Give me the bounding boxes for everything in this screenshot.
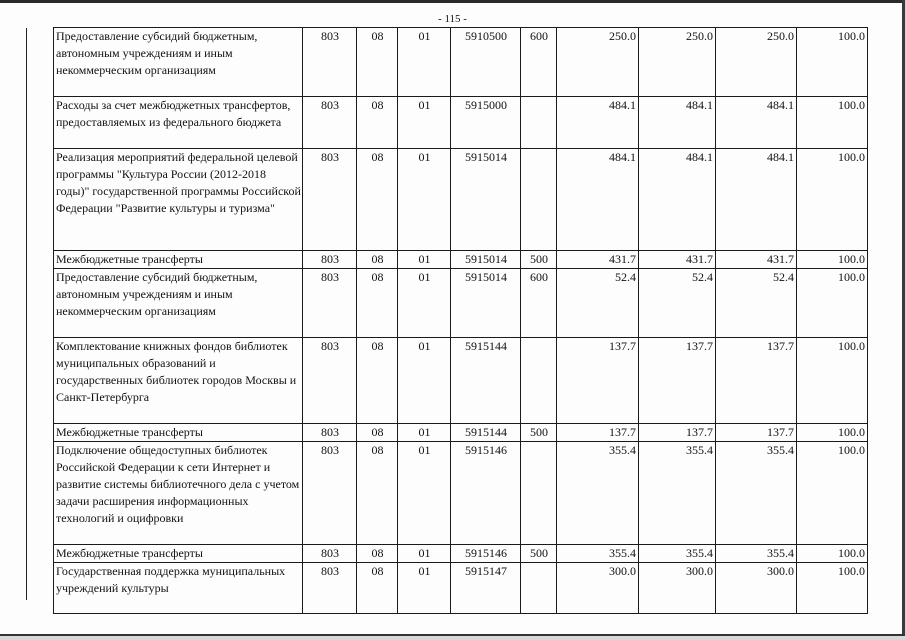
row-target-code: 5915144 xyxy=(451,338,521,424)
row-ministry-code: 803 xyxy=(303,149,357,251)
row-name: Межбюджетные трансферты xyxy=(54,545,303,563)
page-number: - 115 - xyxy=(438,13,467,25)
row-target-code: 5915000 xyxy=(451,97,521,149)
scan-bottom-edge xyxy=(0,634,905,640)
row-section-code: 08 xyxy=(357,563,398,614)
row-name: Предоставление субсидий бюджетным, автономным учреждениям и иным некоммерческим организациям xyxy=(54,28,303,97)
row-subsection-code: 01 xyxy=(398,442,451,545)
row-revised-amount: 484.1 xyxy=(639,97,716,149)
row-name: Реализация мероприятий федеральной целевой программы "Культура России (2012-2018 годы)" государственной программы Российской Федерации "Развитие культуры и туризма" xyxy=(54,149,303,251)
row-name: Межбюджетные трансферты xyxy=(54,424,303,442)
row-expense-type xyxy=(521,338,557,424)
row-execution-percent: 100.0 xyxy=(797,149,868,251)
row-ministry-code: 803 xyxy=(303,338,357,424)
row-executed-amount: 52.4 xyxy=(716,269,797,338)
row-expense-type xyxy=(521,563,557,614)
row-expense-type xyxy=(521,149,557,251)
row-execution-percent: 100.0 xyxy=(797,545,868,563)
row-section-code: 08 xyxy=(357,338,398,424)
row-ministry-code: 803 xyxy=(303,269,357,338)
row-expense-type xyxy=(521,97,557,149)
row-executed-amount: 355.4 xyxy=(716,545,797,563)
table-row xyxy=(54,545,868,563)
table-row xyxy=(54,28,868,97)
row-approved-amount: 355.4 xyxy=(557,545,639,563)
table-row xyxy=(54,424,868,442)
table-row xyxy=(54,442,868,545)
row-revised-amount: 250.0 xyxy=(639,28,716,97)
row-revised-amount: 431.7 xyxy=(639,251,716,269)
row-revised-amount: 355.4 xyxy=(639,545,716,563)
row-target-code: 5915014 xyxy=(451,269,521,338)
row-target-code: 5915144 xyxy=(451,424,521,442)
row-execution-percent: 100.0 xyxy=(797,338,868,424)
table-row xyxy=(54,563,868,614)
row-target-code: 5910500 xyxy=(451,28,521,97)
row-name: Предоставление субсидий бюджетным, автономным учреждениям и иным некоммерческим организациям xyxy=(54,269,303,338)
row-section-code: 08 xyxy=(357,442,398,545)
row-revised-amount: 484.1 xyxy=(639,149,716,251)
row-revised-amount: 300.0 xyxy=(639,563,716,614)
row-execution-percent: 100.0 xyxy=(797,269,868,338)
row-executed-amount: 484.1 xyxy=(716,97,797,149)
table-row xyxy=(54,269,868,338)
row-execution-percent: 100.0 xyxy=(797,251,868,269)
budget-table xyxy=(53,27,868,614)
row-revised-amount: 52.4 xyxy=(639,269,716,338)
row-approved-amount: 250.0 xyxy=(557,28,639,97)
row-ministry-code: 803 xyxy=(303,424,357,442)
row-subsection-code: 01 xyxy=(398,424,451,442)
row-target-code: 5915146 xyxy=(451,442,521,545)
row-section-code: 08 xyxy=(357,28,398,97)
row-section-code: 08 xyxy=(357,545,398,563)
row-section-code: 08 xyxy=(357,251,398,269)
row-section-code: 08 xyxy=(357,149,398,251)
row-name: Подключение общедоступных библиотек Российской Федерации к сети Интернет и развитие системы библиотечного дела с учетом задачи расширения информационных технологий и оцифровки xyxy=(54,442,303,545)
table-row xyxy=(54,338,868,424)
row-name: Межбюджетные трансферты xyxy=(54,251,303,269)
row-approved-amount: 484.1 xyxy=(557,149,639,251)
row-revised-amount: 355.4 xyxy=(639,442,716,545)
row-expense-type: 600 xyxy=(521,28,557,97)
row-executed-amount: 137.7 xyxy=(716,424,797,442)
row-revised-amount: 137.7 xyxy=(639,338,716,424)
row-expense-type: 500 xyxy=(521,545,557,563)
row-ministry-code: 803 xyxy=(303,545,357,563)
row-subsection-code: 01 xyxy=(398,338,451,424)
row-revised-amount: 137.7 xyxy=(639,424,716,442)
row-subsection-code: 01 xyxy=(398,545,451,563)
scan-top-edge xyxy=(0,0,905,3)
row-approved-amount: 484.1 xyxy=(557,97,639,149)
row-executed-amount: 484.1 xyxy=(716,149,797,251)
row-target-code: 5915014 xyxy=(451,251,521,269)
row-executed-amount: 137.7 xyxy=(716,338,797,424)
row-approved-amount: 431.7 xyxy=(557,251,639,269)
row-ministry-code: 803 xyxy=(303,563,357,614)
row-approved-amount: 137.7 xyxy=(557,424,639,442)
row-subsection-code: 01 xyxy=(398,269,451,338)
row-name: Комплектование книжных фондов библиотек муниципальных образований и государственных библиотек городов Москвы и Санкт-Петербурга xyxy=(54,338,303,424)
table-row xyxy=(54,149,868,251)
row-execution-percent: 100.0 xyxy=(797,97,868,149)
row-ministry-code: 803 xyxy=(303,28,357,97)
row-expense-type xyxy=(521,442,557,545)
left-margin-rule xyxy=(26,28,27,600)
row-executed-amount: 431.7 xyxy=(716,251,797,269)
row-subsection-code: 01 xyxy=(398,149,451,251)
row-executed-amount: 355.4 xyxy=(716,442,797,545)
table-row xyxy=(54,97,868,149)
row-subsection-code: 01 xyxy=(398,28,451,97)
row-target-code: 5915014 xyxy=(451,149,521,251)
row-ministry-code: 803 xyxy=(303,97,357,149)
row-subsection-code: 01 xyxy=(398,97,451,149)
row-approved-amount: 300.0 xyxy=(557,563,639,614)
row-executed-amount: 300.0 xyxy=(716,563,797,614)
row-target-code: 5915147 xyxy=(451,563,521,614)
row-execution-percent: 100.0 xyxy=(797,28,868,97)
row-execution-percent: 100.0 xyxy=(797,442,868,545)
row-approved-amount: 137.7 xyxy=(557,338,639,424)
row-ministry-code: 803 xyxy=(303,442,357,545)
row-section-code: 08 xyxy=(357,269,398,338)
row-subsection-code: 01 xyxy=(398,563,451,614)
row-name: Расходы за счет межбюджетных трансфертов, предоставляемых из федерального бюджета xyxy=(54,97,303,149)
row-section-code: 08 xyxy=(357,424,398,442)
table-row xyxy=(54,251,868,269)
row-subsection-code: 01 xyxy=(398,251,451,269)
row-expense-type: 500 xyxy=(521,424,557,442)
row-approved-amount: 355.4 xyxy=(557,442,639,545)
row-target-code: 5915146 xyxy=(451,545,521,563)
row-approved-amount: 52.4 xyxy=(557,269,639,338)
row-name: Государственная поддержка муниципальных учреждений культуры xyxy=(54,563,303,614)
row-section-code: 08 xyxy=(357,97,398,149)
row-execution-percent: 100.0 xyxy=(797,563,868,614)
row-executed-amount: 250.0 xyxy=(716,28,797,97)
row-expense-type: 600 xyxy=(521,269,557,338)
row-execution-percent: 100.0 xyxy=(797,424,868,442)
row-ministry-code: 803 xyxy=(303,251,357,269)
row-expense-type: 500 xyxy=(521,251,557,269)
